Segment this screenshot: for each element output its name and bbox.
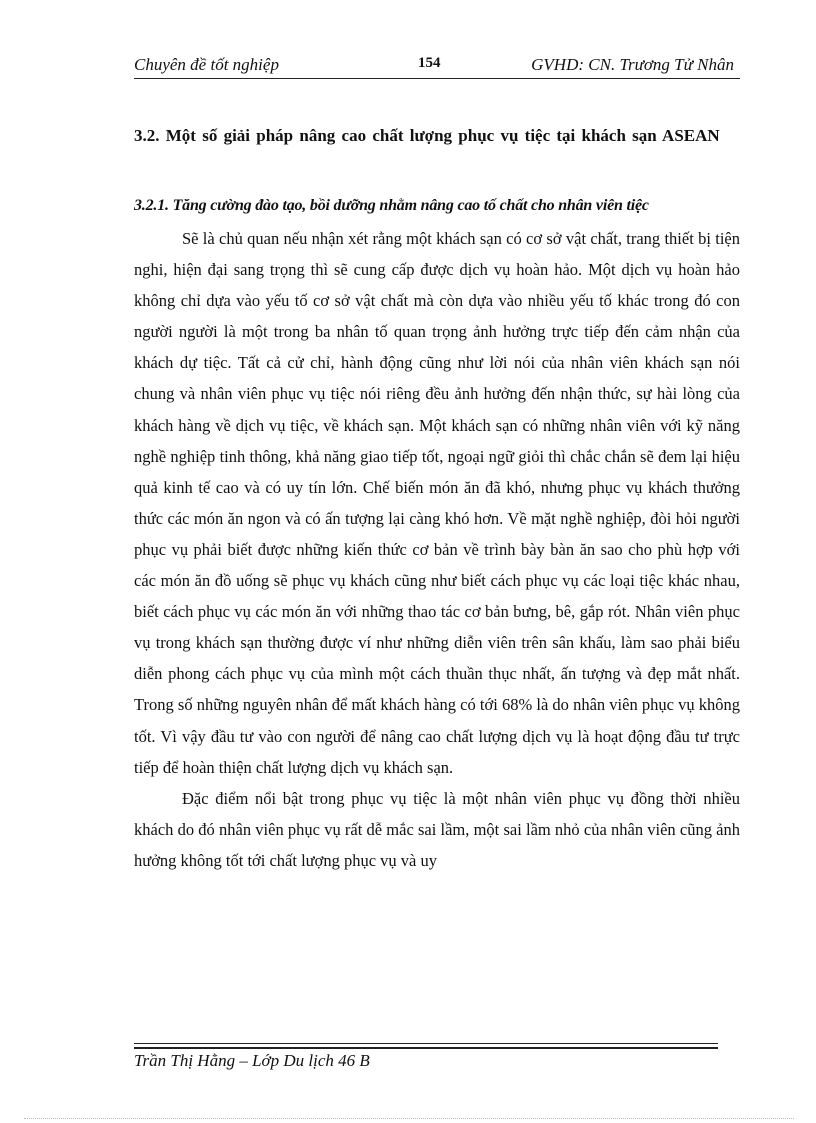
- footer-author: Trần Thị Hằng – Lớp Du lịch 46 B: [134, 1051, 370, 1070]
- paragraph: Sẽ là chủ quan nếu nhận xét rằng một khách sạn có cơ sở vật chất, trang thiết bị tiện nghi, hiện đại sang trọng thì sẽ cung cấp được dịch vụ hoàn hảo. Một dịch vụ hoàn hảo không chỉ dựa vào yếu tố cơ sở vật chất mà còn dựa vào nhiều yếu tố khác trong đó con người người là một trong ba nhân tố quan trọng ảnh hưởng trực tiếp đến cảm nhận của khách dự tiệc. Tất cả cử chỉ, hành động cũng như lời nói của nhân viên khách sạn nói chung và nhân viên phục vụ tiệc nói riêng đều ảnh hưởng đến nhận thức, sự hài lòng của khách hàng về dịch vụ tiệc, về khách sạn. Một khách sạn có những nhân viên với kỹ năng nghề nghiệp tinh thông, khả năng giao tiếp tốt, ngoại ngữ giỏi thì chắc chắn sẽ đem lại hiệu quả kinh tế cao và có uy tín lớn. Chế biến món ăn đã khó, nhưng phục vụ khách thưởng thức các món ăn ngon và có ấn tượng lại càng khó hơn. Về mặt nghề nghiệp, đòi hỏi người phục vụ phải biết được những kiến thức cơ bản về trình bày bàn ăn sao cho phù hợp với các món ăn đồ uống sẽ phục vụ khách cũng như biết cách phục vụ các loại tiệc khác nhau, biết cách phục vụ các món ăn với những thao tác cơ bản bưng, bê, gắp rót. Nhân viên phục vụ trong khách sạn thường được ví như những diễn viên trên sân khấu, làm sao phải biểu diễn phong cách phục vụ của mình một cách thuần thục nhất, ấn tượng và đẹp mắt nhất. Trong số những nguyên nhân để mất khách hàng có tới 68% là do nhân viên phục vụ không tốt. Vì vậy đầu tư vào con người để nâng cao chất lượng dịch vụ là hoạt động đầu tư trực tiếp để hoàn thiện chất lượng dịch vụ khách sạn.: [134, 229, 740, 777]
- page-header: [134, 55, 740, 79]
- paragraph: Đặc điểm nổi bật trong phục vụ tiệc là một nhân viên phục vụ đồng thời nhiều khách do đó nhân viên phục vụ rất dễ mắc sai lầm, một sai lầm nhỏ của nhân viên cũng ảnh hưởng không tốt tới chất lượng phục vụ và uy: [134, 788, 740, 870]
- footer-divider: [134, 1043, 718, 1044]
- header-divider: [134, 78, 740, 79]
- body-text: [134, 223, 740, 876]
- page-number: 154: [418, 55, 441, 71]
- page-bottom-edge: [24, 1118, 794, 1119]
- header-document-type: Chuyên đề tốt nghiệp: [134, 55, 279, 74]
- subsection-heading: 3.2.1. Tăng cường đào tạo, bồi dưỡng nhằm nâng cao tố chất cho nhân viên tiệc: [134, 197, 649, 214]
- section-heading: 3.2. Một số giải pháp nâng cao chất lượng phục vụ tiệc tại khách sạn ASEAN: [134, 126, 720, 145]
- header-advisor: GVHD: CN. Trương Tử Nhân: [531, 55, 734, 74]
- footer-divider-thick: [134, 1047, 718, 1049]
